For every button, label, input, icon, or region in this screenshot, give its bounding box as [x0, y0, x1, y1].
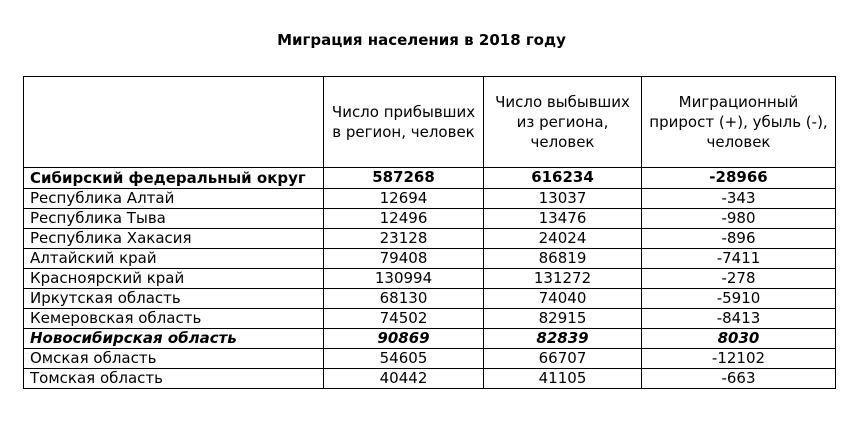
cell-arrived: 587268	[324, 168, 484, 189]
cell-departed: 82839	[484, 329, 642, 349]
cell-region: Новосибирская область	[24, 329, 324, 349]
table-row	[24, 269, 836, 289]
cell-arrived: 68130	[324, 289, 484, 309]
cell-balance: -896	[642, 229, 836, 249]
cell-balance: -7411	[642, 249, 836, 269]
header-region	[24, 77, 324, 168]
cell-departed: 66707	[484, 349, 642, 369]
cell-arrived: 74502	[324, 309, 484, 329]
cell-departed: 131272	[484, 269, 642, 289]
cell-arrived: 12496	[324, 209, 484, 229]
cell-balance: -663	[642, 369, 836, 389]
table-row	[24, 249, 836, 269]
cell-departed: 82915	[484, 309, 642, 329]
cell-balance: -278	[642, 269, 836, 289]
cell-arrived: 12694	[324, 189, 484, 209]
cell-departed: 616234	[484, 168, 642, 189]
cell-region: Томская область	[24, 369, 324, 389]
migration-table	[23, 76, 836, 389]
cell-arrived: 40442	[324, 369, 484, 389]
cell-departed: 74040	[484, 289, 642, 309]
table-header-row	[24, 77, 836, 168]
page-title: Миграция населения в 2018 году	[277, 31, 566, 49]
table-row	[24, 349, 836, 369]
cell-arrived: 23128	[324, 229, 484, 249]
table-row	[24, 369, 836, 389]
cell-region: Алтайский край	[24, 249, 324, 269]
cell-region: Республика Алтай	[24, 189, 324, 209]
cell-region: Омская область	[24, 349, 324, 369]
header-arrived: Число прибывших в регион, человек	[324, 77, 484, 168]
table-row-highlighted	[24, 329, 836, 349]
cell-departed: 13037	[484, 189, 642, 209]
table-row	[24, 289, 836, 309]
table-row	[24, 189, 836, 209]
cell-region: Красноярский край	[24, 269, 324, 289]
cell-balance: -980	[642, 209, 836, 229]
cell-arrived: 90869	[324, 329, 484, 349]
cell-region: Иркутская область	[24, 289, 324, 309]
table-row	[24, 309, 836, 329]
cell-arrived: 54605	[324, 349, 484, 369]
cell-balance: -12102	[642, 349, 836, 369]
header-departed: Число выбывших из региона, человек	[484, 77, 642, 168]
cell-departed: 13476	[484, 209, 642, 229]
table-row-total	[24, 168, 836, 189]
cell-balance: 8030	[642, 329, 836, 349]
cell-region: Республика Хакасия	[24, 229, 324, 249]
cell-balance: -28966	[642, 168, 836, 189]
cell-balance: -343	[642, 189, 836, 209]
cell-departed: 86819	[484, 249, 642, 269]
cell-balance: -5910	[642, 289, 836, 309]
cell-balance: -8413	[642, 309, 836, 329]
header-balance: Миграционный прирост (+), убыль (-), человек	[642, 77, 836, 168]
table-row	[24, 229, 836, 249]
cell-arrived: 79408	[324, 249, 484, 269]
table-row	[24, 209, 836, 229]
cell-departed: 24024	[484, 229, 642, 249]
cell-region: Республика Тыва	[24, 209, 324, 229]
cell-region: Сибирский федеральный округ	[24, 168, 324, 189]
cell-region: Кемеровская область	[24, 309, 324, 329]
cell-arrived: 130994	[324, 269, 484, 289]
cell-departed: 41105	[484, 369, 642, 389]
